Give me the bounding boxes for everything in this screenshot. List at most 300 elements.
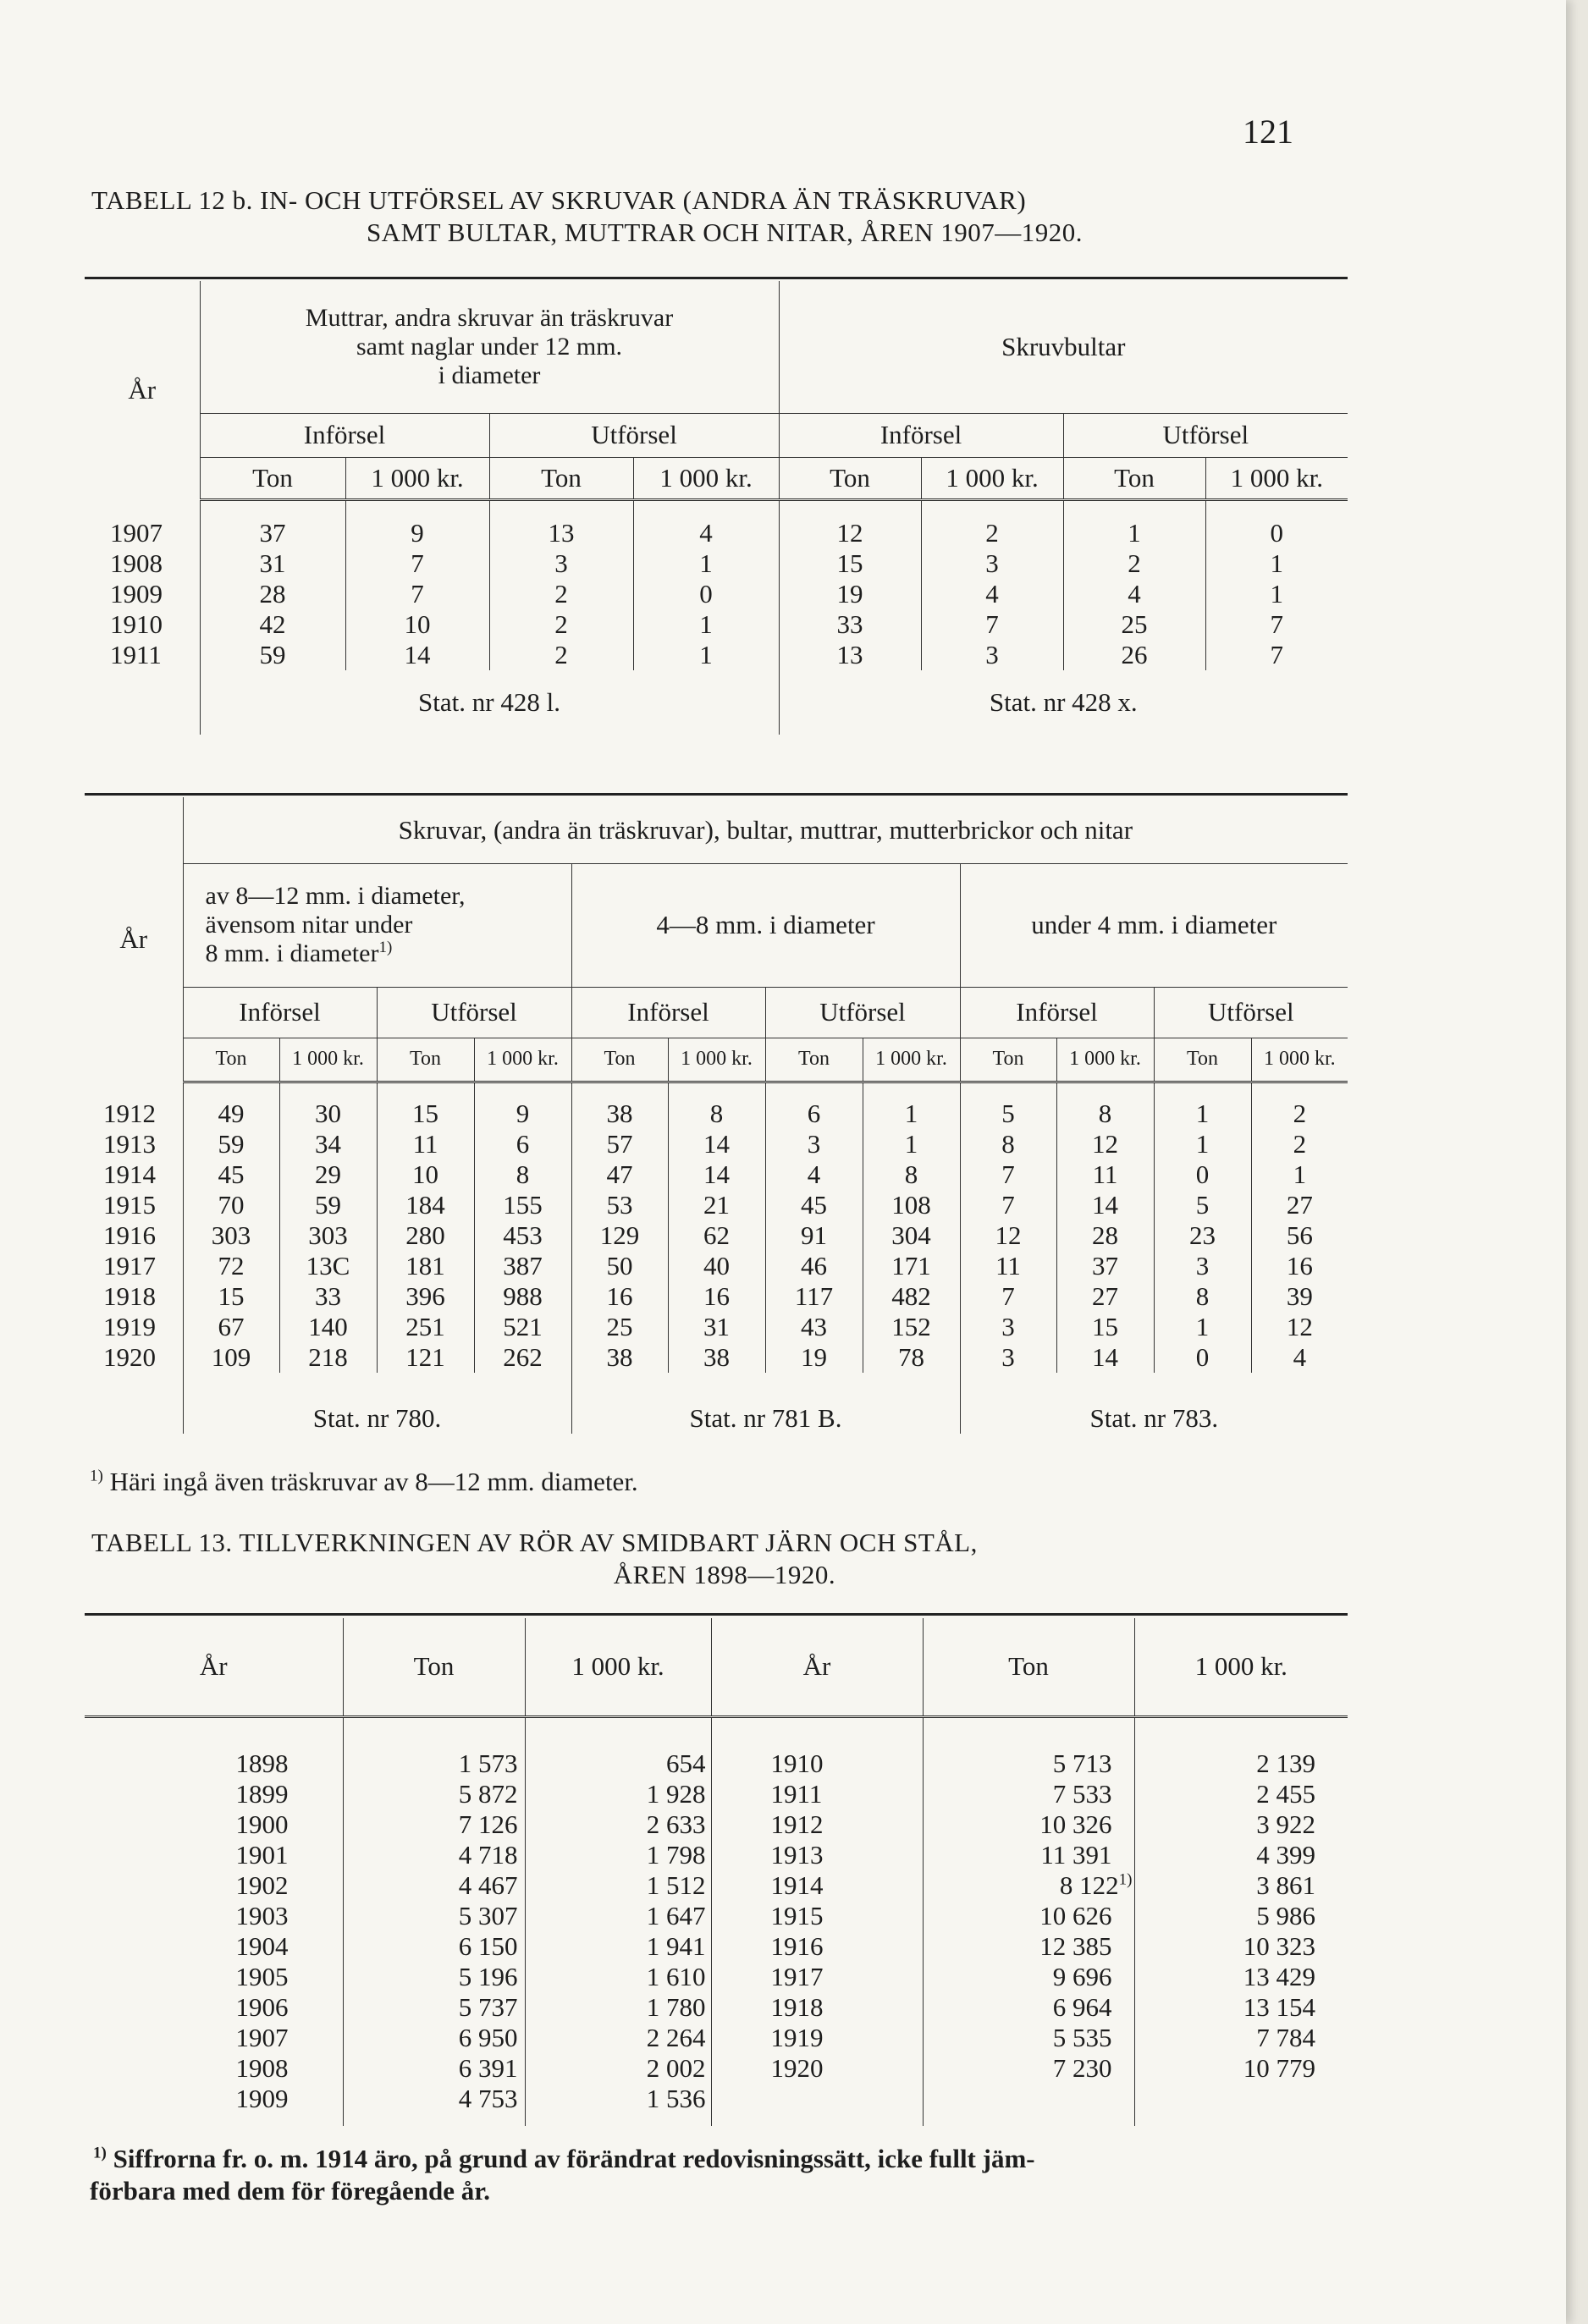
value-cell: 396 (377, 1281, 474, 1312)
value-cell: 1 (633, 548, 779, 579)
table-row (85, 1992, 1348, 2023)
year-text: 1920 (770, 2053, 824, 2083)
year-cell (85, 2084, 343, 2114)
value-text: 3 922 (1256, 1809, 1315, 1839)
year-cell (85, 1992, 343, 2023)
value-cell: 251 (377, 1312, 474, 1342)
value-text: 1 536 (646, 2084, 706, 2113)
value-text: 10 626 (1039, 1901, 1112, 1930)
value-cell: 15 (779, 548, 921, 579)
value-cell: 14 (345, 640, 489, 670)
value-cell: 7 (960, 1190, 1056, 1220)
value-cell: 57 (571, 1129, 668, 1159)
value-cell: 9 (345, 518, 489, 548)
year-cell (711, 1901, 923, 1931)
kr-header: 1 000 kr. (921, 457, 1063, 499)
value-cell (923, 1870, 1134, 1901)
year-header: År (85, 281, 200, 499)
year-cell: 1917 (85, 1251, 183, 1281)
value-cell (525, 1931, 711, 1962)
value-cell: 56 (1286, 1220, 1313, 1250)
table-12b-footnote (90, 1466, 638, 1498)
value-cell: 12 (1056, 1129, 1154, 1159)
value-cell (923, 1840, 1134, 1870)
value-cell: 3 (960, 1342, 1056, 1373)
value-cell: 1 (1063, 518, 1205, 548)
value-cell: 27 (1286, 1190, 1313, 1220)
value-text: 3 861 (1256, 1870, 1315, 1900)
value-text: 10 326 (1039, 1809, 1112, 1839)
value-cell: 31 (200, 548, 345, 579)
value-text: 7 126 (458, 1809, 518, 1839)
value-cell: 1 (863, 1099, 960, 1129)
value-cell: 46 (765, 1251, 863, 1281)
value-cell: 3 (489, 548, 633, 579)
value-cell: 30 (279, 1099, 377, 1129)
value-cell: 2 (489, 579, 633, 609)
year-cell (711, 1962, 923, 1992)
value-cell (525, 1962, 711, 1992)
utforsel-header: Utförsel (377, 987, 571, 1038)
value-text: 1 780 (646, 1992, 706, 2022)
value-text: 13 154 (1243, 1992, 1315, 2022)
value-cell: 482 (863, 1281, 960, 1312)
value-text: 6 150 (458, 1931, 518, 1961)
value-cell: 1 (1154, 1099, 1251, 1129)
table-row (85, 1809, 1348, 1840)
year-text: 1918 (770, 1992, 824, 2022)
table-row (85, 1342, 1348, 1373)
year-cell (85, 1870, 343, 1901)
value-cell: 38 (571, 1099, 668, 1129)
table-row (85, 1281, 1348, 1312)
value-cell: 4 (633, 518, 779, 548)
value-cell: 47 (571, 1159, 668, 1190)
value-text: 4 718 (458, 1840, 518, 1870)
value-cell: 0 (1270, 518, 1284, 548)
value-cell: 0 (633, 579, 779, 609)
value-cell: 3 (765, 1129, 863, 1159)
value-cell: 2 (489, 640, 633, 670)
value-text: 5 737 (458, 1992, 518, 2022)
table-row (85, 609, 1348, 640)
value-cell (343, 1809, 525, 1840)
value-text: 1 573 (458, 1749, 518, 1778)
table-row (85, 2053, 1348, 2084)
footnote-mark: 1) (90, 1467, 103, 1485)
year-text: 1911 (770, 1779, 823, 1809)
year-text: 1906 (235, 1992, 289, 2022)
year-cell (711, 1870, 923, 1901)
value-cell: 59 (200, 640, 345, 670)
year-text: 1901 (235, 1840, 289, 1870)
value-text: 5 307 (458, 1901, 518, 1930)
year-cell (711, 1779, 923, 1809)
value-cell: 1 (633, 640, 779, 670)
value-cell: 37 (1056, 1251, 1154, 1281)
value-cell: 8 (474, 1159, 571, 1190)
value-cell: 109 (183, 1342, 279, 1373)
value-cell: 152 (863, 1312, 960, 1342)
value-cell: 13 (489, 518, 633, 548)
value-cell: 53 (571, 1190, 668, 1220)
group-header-skruvbultar: Skruvbultar (779, 281, 1348, 413)
value-cell: 108 (863, 1190, 960, 1220)
value-text: 1 647 (646, 1901, 706, 1930)
value-cell (1134, 1779, 1348, 1809)
inforsel-header: Införsel (183, 987, 377, 1038)
value-cell: 117 (765, 1281, 863, 1312)
value-cell (923, 2084, 1134, 2114)
year-cell (711, 2053, 923, 2084)
year-cell (711, 1749, 923, 1779)
table-row (85, 1251, 1348, 1281)
value-cell (343, 1962, 525, 1992)
value-cell (525, 1840, 711, 1870)
value-cell: 5 (1154, 1190, 1251, 1220)
year-cell: 1920 (85, 1342, 183, 1373)
year-text: 1905 (235, 1962, 289, 1991)
value-cell: 6 (765, 1099, 863, 1129)
value-text: 6 391 (458, 2053, 518, 2083)
value-cell: 2 (1063, 548, 1205, 579)
ton-header: Ton (1063, 457, 1205, 499)
value-text: 1 512 (646, 1870, 706, 1900)
value-cell: 8 (1056, 1099, 1154, 1129)
ton-header: Ton (489, 457, 633, 499)
value-cell: 4 (765, 1159, 863, 1190)
inforsel-header: Införsel (779, 413, 1063, 457)
stat-ref: Stat. nr 781 B. (571, 1373, 960, 1434)
year-cell: 1911 (85, 640, 200, 670)
year-text: 1899 (235, 1779, 289, 1809)
value-text: 4 753 (458, 2084, 518, 2113)
footnote-line1: Siffrorna fr. o. m. 1914 äro, på grund av förändrat redovisningssätt, icke fullt jäm- (113, 2144, 1035, 2173)
value-cell: 9 (474, 1099, 571, 1129)
value-cell: 3 (1154, 1251, 1251, 1281)
value-cell: 15 (183, 1281, 279, 1312)
value-cell (343, 1840, 525, 1870)
value-text: 6 964 (1052, 1992, 1112, 2022)
value-cell: 8 (960, 1129, 1056, 1159)
value-cell (923, 1992, 1134, 2023)
year-text: 1909 (235, 2084, 289, 2113)
value-cell: 3 (960, 1312, 1056, 1342)
value-cell: 181 (377, 1251, 474, 1281)
value-cell: 2 (921, 518, 1063, 548)
value-cell (343, 1779, 525, 1809)
kr-header: 1 000 kr. (1205, 457, 1348, 499)
value-cell: 38 (571, 1342, 668, 1373)
value-cell (525, 1809, 711, 1840)
group-header-muttrar-line3: i diameter (438, 361, 541, 389)
value-cell: 15 (1056, 1312, 1154, 1342)
value-cell (343, 2053, 525, 2084)
value-cell: 33 (279, 1281, 377, 1312)
utforsel-header: Utförsel (1063, 413, 1348, 457)
value-text: 2 139 (1256, 1749, 1315, 1778)
year-text: 1904 (235, 1931, 289, 1961)
value-cell (1134, 2023, 1348, 2053)
value-cell: 59 (183, 1129, 279, 1159)
year-header: År (711, 1618, 923, 1716)
table-13-top-rule (85, 1613, 1348, 1616)
value-cell: 45 (765, 1190, 863, 1220)
year-text: 1910 (770, 1749, 824, 1778)
value-cell: 453 (474, 1220, 571, 1251)
year-cell (85, 1962, 343, 1992)
stat-ref: Stat. nr 783. (1089, 1403, 1219, 1433)
value-text: 1 610 (646, 1962, 706, 1991)
value-cell: 303 (279, 1220, 377, 1251)
value-cell: 129 (571, 1220, 668, 1251)
value-text: 13 429 (1243, 1962, 1315, 1991)
value-cell: 262 (474, 1342, 571, 1373)
value-cell: 16 (668, 1281, 765, 1312)
year-text: 1917 (770, 1962, 824, 1991)
year-cell (85, 2023, 343, 2053)
value-cell (923, 1962, 1134, 1992)
group-8-12mm-line2: ävensom nitar under (205, 911, 413, 939)
year-cell: 1916 (85, 1220, 183, 1251)
value-cell: 14 (1056, 1342, 1154, 1373)
year-text: 1900 (235, 1809, 289, 1839)
year-text: 1915 (770, 1901, 824, 1930)
value-cell: 12 (1286, 1312, 1313, 1341)
footnote-text: Häri ingå även träskruvar av 8—12 mm. diameter. (109, 1467, 638, 1496)
value-cell (923, 1809, 1134, 1840)
value-cell: 45 (183, 1159, 279, 1190)
year-text: 1908 (235, 2053, 289, 2083)
value-cell: 31 (668, 1312, 765, 1342)
year-cell (85, 1840, 343, 1870)
year-cell: 1915 (85, 1190, 183, 1220)
year-text: 1903 (235, 1901, 289, 1930)
value-cell: 2 (1293, 1099, 1307, 1128)
value-cell: 280 (377, 1220, 474, 1251)
value-cell: 11 (960, 1251, 1056, 1281)
inforsel-header: Införsel (200, 413, 489, 457)
value-cell: 43 (765, 1312, 863, 1342)
kr-header: 1 000 kr. (525, 1618, 711, 1716)
year-text: 1919 (770, 2023, 824, 2052)
value-cell: 2 (1293, 1129, 1307, 1159)
part2-title: Skruvar, (andra än träskruvar), bultar, muttrar, mutterbrickor och nitar (183, 797, 1348, 863)
value-cell: 121 (377, 1342, 474, 1373)
ton-header: Ton (183, 1038, 279, 1082)
group-header-4-8mm: 4—8 mm. i diameter (571, 863, 960, 987)
value-cell: 14 (1056, 1190, 1154, 1220)
value-cell: 1 (1270, 579, 1284, 609)
value-text: 5 986 (1256, 1901, 1315, 1930)
value-cell: 304 (863, 1220, 960, 1251)
year-text: 1898 (235, 1749, 289, 1778)
table-row (85, 1312, 1348, 1342)
value-cell (1134, 1749, 1348, 1779)
value-text: 1 941 (646, 1931, 706, 1961)
value-cell: 40 (668, 1251, 765, 1281)
value-cell: 3 (921, 548, 1063, 579)
value-cell: 39 (1286, 1281, 1313, 1311)
value-cell: 218 (279, 1342, 377, 1373)
value-cell: 2 (489, 609, 633, 640)
ton-header: Ton (377, 1038, 474, 1082)
kr-header: 1 000 kr. (1056, 1038, 1154, 1082)
value-cell: 155 (474, 1190, 571, 1220)
value-text: 7 230 (1052, 2053, 1112, 2083)
kr-header: 1 000 kr. (1251, 1038, 1348, 1082)
value-cell (525, 1749, 711, 1779)
year-cell: 1907 (85, 518, 200, 548)
year-text: 1902 (235, 1870, 289, 1900)
inforsel-header: Införsel (960, 987, 1154, 1038)
value-text: 1 798 (646, 1840, 706, 1870)
value-cell (343, 1992, 525, 2023)
value-cell (923, 1749, 1134, 1779)
year-cell (85, 1779, 343, 1809)
value-cell: 13C (279, 1251, 377, 1281)
value-cell: 29 (279, 1159, 377, 1190)
value-cell: 0 (1154, 1342, 1251, 1373)
value-cell: 8 (1154, 1281, 1251, 1312)
value-text: 654 (666, 1749, 706, 1778)
value-cell: 26 (1063, 640, 1205, 670)
value-cell: 23 (1154, 1220, 1251, 1251)
value-cell (525, 1870, 711, 1901)
value-cell: 11 (1056, 1159, 1154, 1190)
value-cell (1134, 1870, 1348, 1901)
ton-header: Ton (200, 457, 345, 499)
value-text: 11 391 (1040, 1840, 1112, 1870)
value-cell (1134, 1840, 1348, 1870)
year-header: År (85, 1618, 343, 1716)
table-row (85, 1931, 1348, 1962)
value-text: 5 713 (1052, 1749, 1112, 1778)
year-text: 1912 (770, 1809, 824, 1839)
table-13-title-line1: TABELL 13. TILLVERKNINGEN AV RÖR AV SMIDBART JÄRN OCH STÅL, (91, 1528, 978, 1557)
table-13-title-line2: ÅREN 1898—1920. (613, 1560, 836, 1589)
table-row (85, 1190, 1348, 1220)
value-cell: 16 (1286, 1251, 1313, 1280)
value-cell (343, 2084, 525, 2114)
value-cell: 184 (377, 1190, 474, 1220)
value-text: 12 385 (1039, 1931, 1112, 1961)
group-header-muttrar (200, 281, 779, 413)
year-cell (711, 1992, 923, 2023)
value-cell: 33 (779, 609, 921, 640)
value-cell: 8 (668, 1099, 765, 1129)
utforsel-header: Utförsel (1154, 987, 1348, 1038)
value-cell: 140 (279, 1312, 377, 1342)
year-cell: 1914 (85, 1159, 183, 1190)
value-cell (1134, 1809, 1348, 1840)
value-cell: 11 (377, 1129, 474, 1159)
footnote-ref: 1) (378, 939, 393, 956)
table-12b-part1 (85, 281, 1348, 735)
group-8-12mm-line3: 8 mm. i diameter (205, 939, 379, 967)
table-row (85, 1749, 1348, 1779)
value-cell: 1 (863, 1129, 960, 1159)
table-row (85, 1779, 1348, 1809)
value-cell: 1 (1154, 1312, 1251, 1342)
table-row (85, 1129, 1348, 1159)
value-cell: 67 (183, 1312, 279, 1342)
year-text: 1914 (770, 1870, 824, 1900)
value-text: 2 633 (646, 1809, 706, 1839)
value-cell: 4 (1063, 579, 1205, 609)
value-cell (525, 1992, 711, 2023)
year-cell (711, 1931, 923, 1962)
value-text: 5 535 (1052, 2023, 1112, 2052)
table-12b-caption (91, 184, 1358, 249)
value-cell: 72 (183, 1251, 279, 1281)
value-text: 5 196 (458, 1962, 518, 1991)
year-cell (85, 1809, 343, 1840)
value-cell: 988 (474, 1281, 571, 1312)
value-cell (1134, 1962, 1348, 1992)
value-cell: 7 (345, 548, 489, 579)
value-cell: 12 (779, 518, 921, 548)
table-row (85, 1099, 1348, 1129)
table-12b-part2 (85, 797, 1348, 1434)
value-cell (1134, 1931, 1348, 1962)
value-text: 10 779 (1243, 2053, 1315, 2083)
footnote-ref: 1) (1118, 1870, 1133, 1889)
table-13-caption (91, 1527, 1358, 1591)
mid-rule (85, 793, 1348, 796)
value-text: 4 467 (458, 1870, 518, 1900)
top-rule (85, 277, 1348, 279)
value-cell: 0 (1154, 1159, 1251, 1190)
group-header-8-12mm (183, 863, 571, 987)
value-cell: 4 (1293, 1342, 1307, 1372)
table-row (85, 1220, 1348, 1251)
table-row (85, 579, 1348, 609)
year-cell (85, 2053, 343, 2084)
value-text: 7 533 (1052, 1779, 1112, 1809)
value-cell (343, 1901, 525, 1931)
value-cell: 1 (1154, 1129, 1251, 1159)
value-cell (923, 2053, 1134, 2084)
value-cell (525, 2023, 711, 2053)
value-cell: 8 (863, 1159, 960, 1190)
value-cell: 25 (1063, 609, 1205, 640)
value-cell: 19 (779, 579, 921, 609)
value-cell (923, 1779, 1134, 1809)
value-cell: 13 (779, 640, 921, 670)
value-cell (525, 1779, 711, 1809)
value-cell: 42 (200, 609, 345, 640)
value-cell (343, 1749, 525, 1779)
stat-ref: Stat. nr 428 l. (200, 670, 779, 735)
value-cell: 7 (1270, 640, 1284, 669)
value-cell: 1 (1293, 1159, 1307, 1189)
value-cell: 171 (863, 1251, 960, 1281)
ton-header: Ton (923, 1618, 1134, 1716)
year-cell: 1910 (85, 609, 200, 640)
value-cell (525, 1901, 711, 1931)
value-cell: 62 (668, 1220, 765, 1251)
year-cell: 1908 (85, 548, 200, 579)
group-header-under-4mm: under 4 mm. i diameter (960, 863, 1348, 987)
group-header-muttrar-line2: samt naglar under 12 mm. (356, 332, 623, 361)
table-row (85, 548, 1348, 579)
value-cell (923, 1901, 1134, 1931)
stat-ref: Stat. nr 428 x. (989, 687, 1138, 717)
ton-header: Ton (765, 1038, 863, 1082)
year-cell: 1919 (85, 1312, 183, 1342)
value-cell (343, 1931, 525, 1962)
